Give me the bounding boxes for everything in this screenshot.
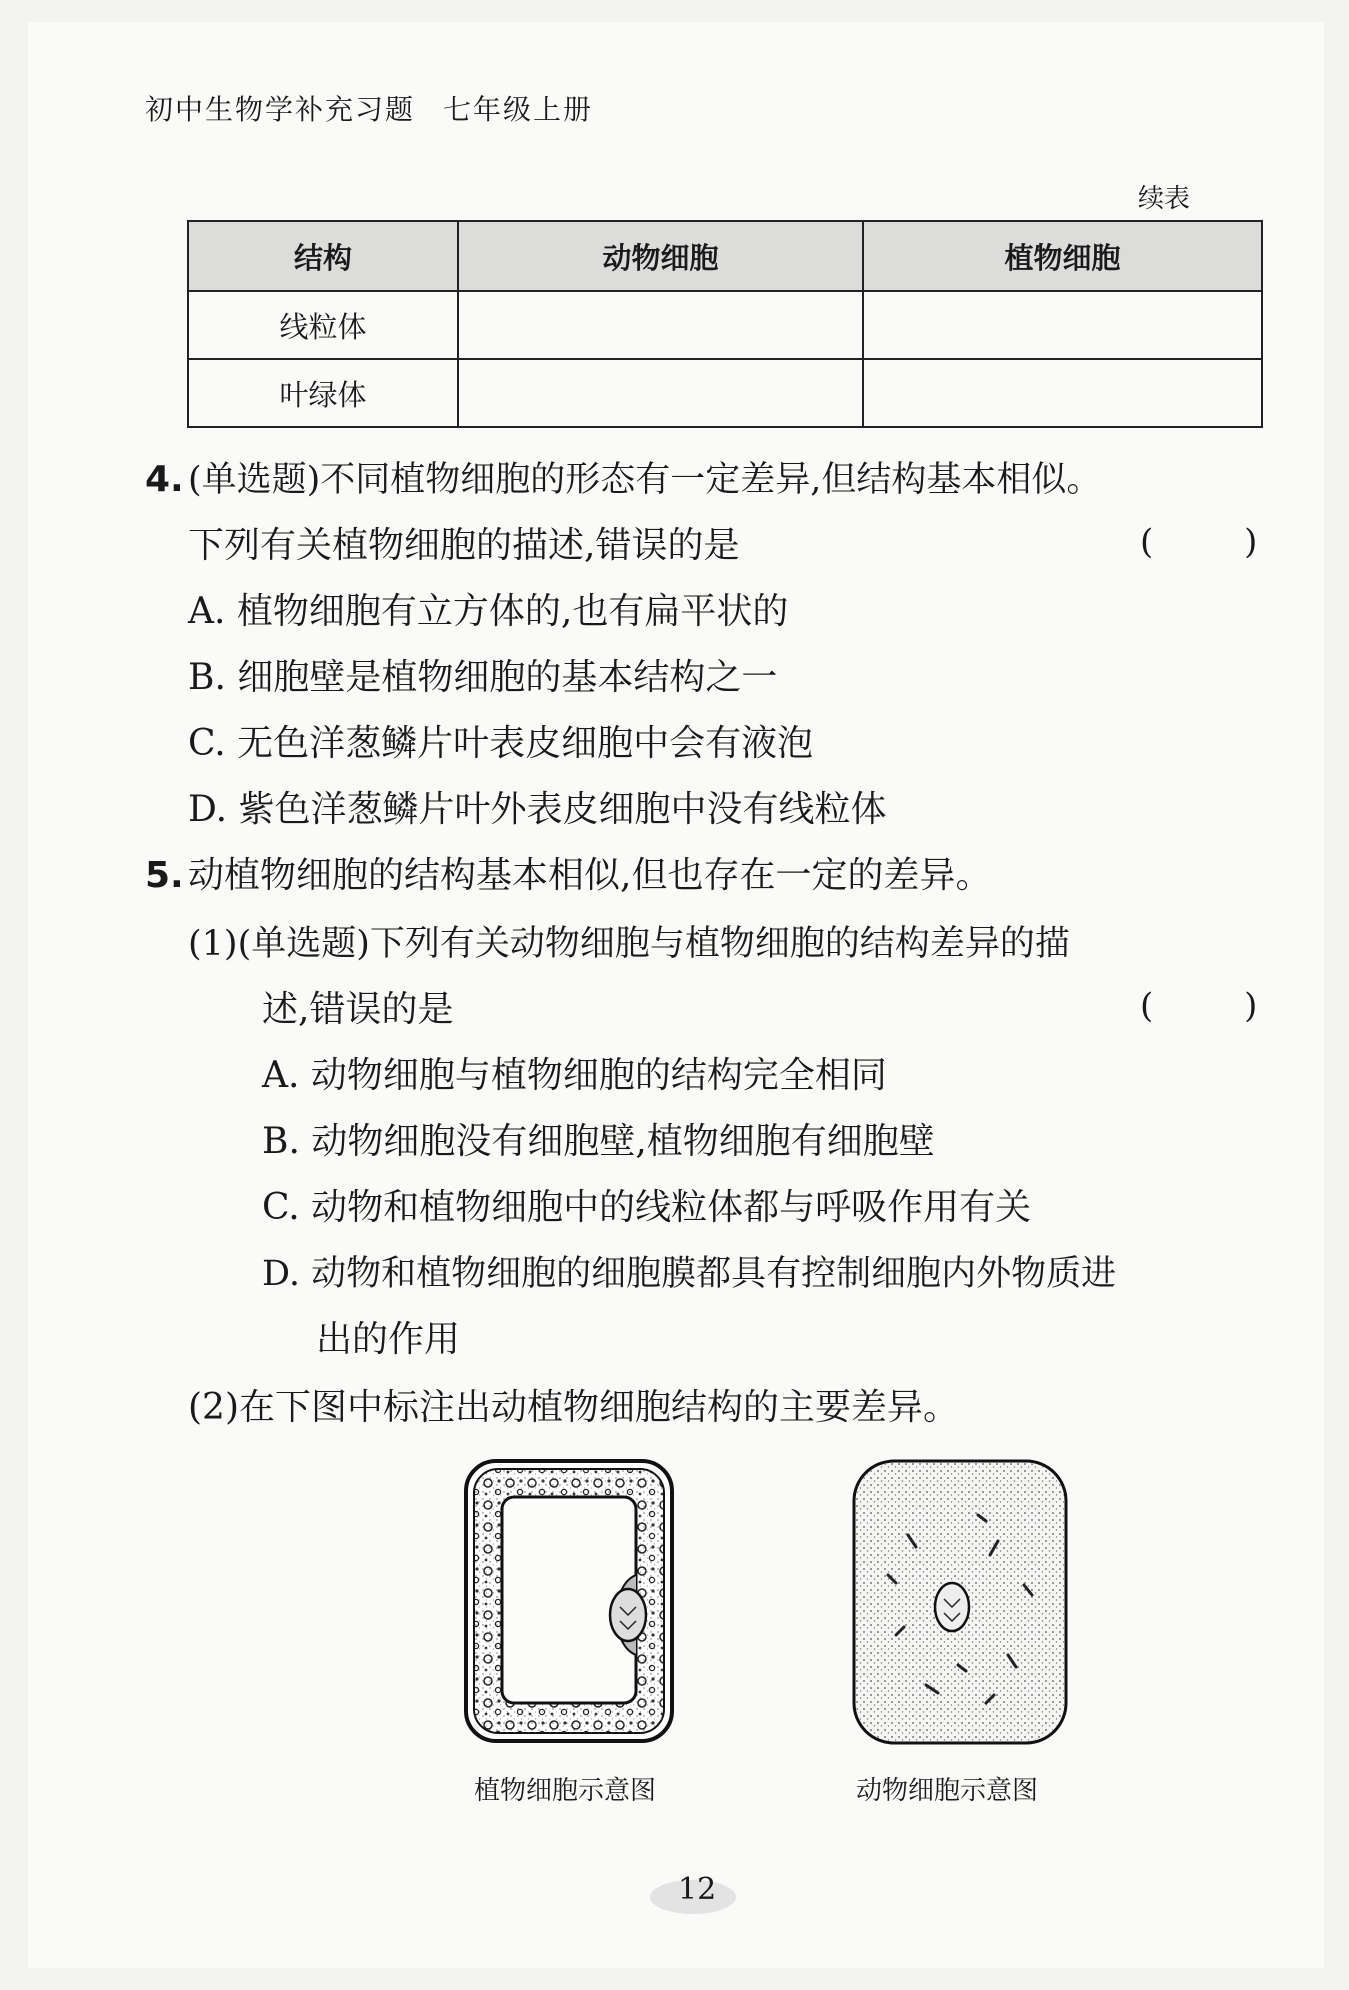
q5-option-c: C. 动物和植物细胞中的线粒体都与呼吸作用有关 bbox=[262, 1187, 1032, 1228]
row-label: 叶绿体 bbox=[188, 359, 458, 427]
answer-cell[interactable] bbox=[458, 359, 863, 427]
plant-cell-diagram bbox=[466, 1461, 672, 1741]
header-plant-cell: 植物细胞 bbox=[863, 221, 1262, 291]
book-title: 初中生物学补充习题 bbox=[145, 93, 416, 126]
q5-sub1-line1: (1)(单选题)下列有关动物细胞与植物细胞的结构差异的描 bbox=[188, 924, 1070, 964]
continued-label: 续表 bbox=[1138, 184, 1191, 214]
q4-number: 4. bbox=[145, 459, 184, 500]
q5-sub2: (2)在下图中标注出动植物细胞结构的主要差异。 bbox=[188, 1387, 959, 1428]
q5-option-d-cont: 出的作用 bbox=[316, 1319, 461, 1360]
q4-stem-line2: 下列有关植物细胞的描述,错误的是 bbox=[188, 525, 740, 566]
q4-option-d: D. 紫色洋葱鳞片叶外表皮细胞中没有线粒体 bbox=[188, 789, 887, 830]
cell-diagrams bbox=[460, 1455, 1080, 1755]
q4-option-c: C. 无色洋葱鳞片叶表皮细胞中会有液泡 bbox=[188, 723, 814, 764]
plant-cell-caption: 植物细胞示意图 bbox=[474, 1776, 657, 1806]
answer-cell[interactable] bbox=[863, 359, 1262, 427]
comparison-table bbox=[187, 220, 1263, 428]
header-animal-cell: 动物细胞 bbox=[458, 221, 863, 291]
q4-answer-paren[interactable]: ( ) bbox=[1140, 522, 1298, 562]
q5-sub1-line2: 述,错误的是 bbox=[262, 989, 454, 1030]
page-number: 12 bbox=[678, 1872, 717, 1907]
header-structure: 结构 bbox=[188, 221, 458, 291]
q5-option-b: B. 动物细胞没有细胞壁,植物细胞有细胞壁 bbox=[262, 1121, 935, 1162]
animal-cell-diagram bbox=[854, 1461, 1066, 1743]
q5-option-a: A. 动物细胞与植物细胞的结构完全相同 bbox=[262, 1055, 887, 1096]
q5-option-d: D. 动物和植物细胞的细胞膜都具有控制细胞内外物质进 bbox=[262, 1254, 1117, 1294]
animal-cell-caption: 动物细胞示意图 bbox=[856, 1776, 1039, 1806]
answer-cell[interactable] bbox=[863, 291, 1262, 359]
q4-option-b: B. 细胞壁是植物细胞的基本结构之一 bbox=[188, 657, 778, 698]
running-header bbox=[145, 88, 593, 128]
q5-sub1-answer-paren[interactable]: ( ) bbox=[1140, 986, 1298, 1026]
table-row bbox=[188, 291, 1262, 359]
q4-option-a: A. 植物细胞有立方体的,也有扁平状的 bbox=[188, 591, 789, 632]
q5-number: 5. bbox=[145, 855, 184, 896]
answer-cell[interactable] bbox=[458, 291, 863, 359]
table-row bbox=[188, 359, 1262, 427]
table-header-row bbox=[188, 221, 1262, 291]
q4-stem-line1: (单选题)不同植物细胞的形态有一定差异,但结构基本相似。 bbox=[188, 460, 1102, 500]
q5-stem: 动植物细胞的结构基本相似,但也存在一定的差异。 bbox=[188, 855, 992, 896]
grade-label: 七年级上册 bbox=[443, 93, 594, 126]
row-label: 线粒体 bbox=[188, 291, 458, 359]
